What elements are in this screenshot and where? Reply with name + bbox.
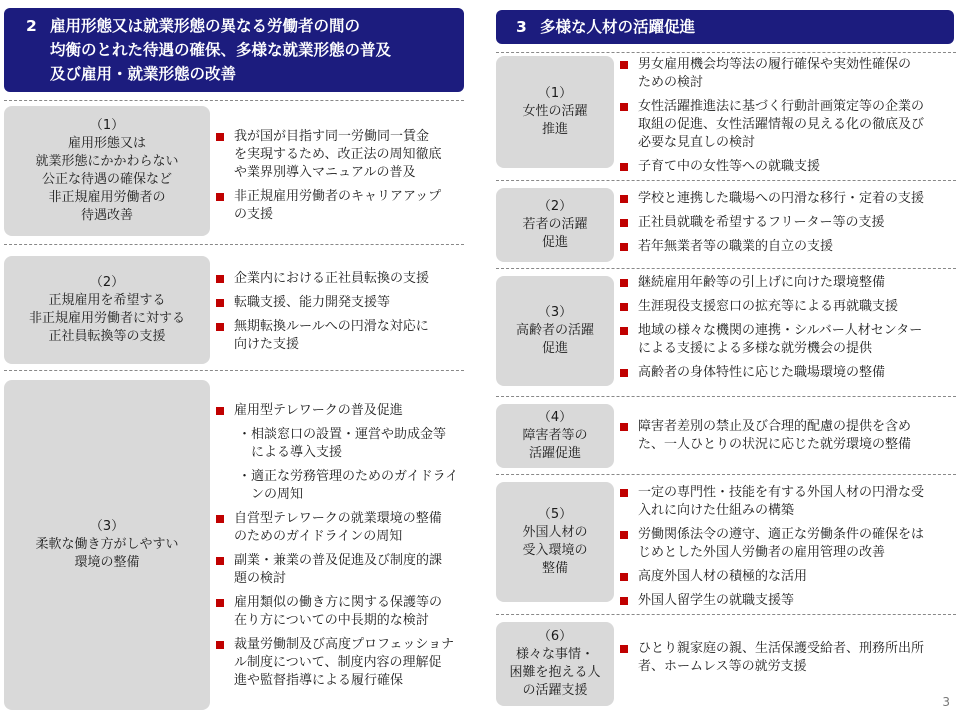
bullet-square-icon bbox=[216, 599, 224, 607]
item-list-r5 bbox=[618, 484, 960, 616]
item-list-r4 bbox=[618, 418, 960, 460]
divider bbox=[496, 52, 956, 53]
list-item: 継続雇用年齢等の引上げに向けた環境整備 bbox=[618, 274, 960, 292]
bullet-square-icon bbox=[620, 573, 628, 581]
list-item: 無期転換ルールへの円滑な対応に 向けた支援 bbox=[214, 318, 472, 354]
bullet-square-icon bbox=[216, 275, 224, 283]
label-box-r2: （2） 若者の活躍 促進 bbox=[496, 188, 614, 262]
list-item: 正社員就職を希望するフリーター等の支援 bbox=[618, 214, 960, 232]
item-list-l3 bbox=[214, 402, 472, 696]
bullet-square-icon bbox=[216, 641, 224, 649]
page-number: 3 bbox=[942, 695, 950, 709]
bullet-square-icon bbox=[620, 369, 628, 377]
list-item: 女性活躍推進法に基づく行動計画策定等の企業の 取組の促進、女性活躍情報の見える化の徹底及び 必要な見直しの検討 bbox=[618, 98, 960, 152]
list-item: ひとり親家庭の親、生活保護受給者、刑務所出所 者、ホームレス等の就労支援 bbox=[618, 640, 960, 676]
list-item: 企業内における正社員転換の支援 bbox=[214, 270, 472, 288]
sub-list-item: ・適正な労務管理のためのガイドライ ンの周知 bbox=[238, 469, 459, 502]
divider bbox=[4, 244, 464, 245]
item-list-r6 bbox=[618, 640, 960, 682]
bullet-square-icon bbox=[620, 103, 628, 111]
item-list-r2 bbox=[618, 190, 960, 262]
label-box-r6: （6） 様々な事情・ 困難を抱える人 の活躍支援 bbox=[496, 622, 614, 706]
divider bbox=[4, 100, 464, 101]
divider bbox=[4, 370, 464, 371]
list-item: 男女雇用機会均等法の履行確保や実効性確保の ための検討 bbox=[618, 56, 960, 92]
divider bbox=[496, 268, 956, 269]
divider bbox=[496, 180, 956, 181]
bullet-square-icon bbox=[216, 133, 224, 141]
item-list-r1 bbox=[618, 56, 960, 182]
left-section-header bbox=[4, 8, 464, 92]
list-item: 雇用類似の働き方に関する保護等の 在り方についての中長期的な検討 bbox=[214, 594, 472, 630]
bullet-square-icon bbox=[620, 61, 628, 69]
bullet-square-icon bbox=[216, 299, 224, 307]
bullet-square-icon bbox=[216, 407, 224, 415]
header-line: 及び雇用・就業形態の改善 bbox=[50, 65, 237, 83]
header-number: 2 bbox=[26, 17, 37, 35]
list-item: 若年無業者等の職業的自立の支援 bbox=[618, 238, 960, 256]
list-item: 生涯現役支援窓口の拡充等による再就職支援 bbox=[618, 298, 960, 316]
header-title: 多様な人材の活躍促進 bbox=[540, 18, 696, 36]
bullet-square-icon bbox=[620, 423, 628, 431]
bullet-square-icon bbox=[620, 243, 628, 251]
list-item: 労働関係法令の遵守、適正な労働条件の確保をは じめとした外国人労働者の雇用管理の改善 bbox=[618, 526, 960, 562]
header-number: 3 bbox=[516, 18, 527, 36]
label-box-l2: （2） 正規雇用を希望する 非正規雇用労働者に対する 正社員転換等の支援 bbox=[4, 256, 210, 364]
left-column bbox=[0, 0, 474, 717]
bullet-square-icon bbox=[620, 489, 628, 497]
list-item: 雇用型テレワークの普及促進 bbox=[214, 402, 472, 420]
item-list-l2 bbox=[214, 270, 472, 360]
list-item: 転職支援、能力開発支援等 bbox=[214, 294, 472, 312]
divider bbox=[496, 396, 956, 397]
list-item: 高齢者の身体特性に応じた職場環境の整備 bbox=[618, 364, 960, 382]
label-box-l1: （1） 雇用形態又は 就業形態にかかわらない 公正な待遇の確保など 非正規雇用労働者の 待遇改善 bbox=[4, 106, 210, 236]
bullet-square-icon bbox=[620, 163, 628, 171]
label-box-r5: （5） 外国人材の 受入環境の 整備 bbox=[496, 482, 614, 602]
header-line: 2 雇用形態又は就業形態の異なる労働者の間の bbox=[26, 14, 454, 38]
bullet-square-icon bbox=[620, 195, 628, 203]
bullet-square-icon bbox=[620, 279, 628, 287]
right-column bbox=[492, 0, 960, 717]
header-line: 均衡のとれた待遇の確保、多様な就業形態の普及 bbox=[50, 41, 392, 59]
bullet-square-icon bbox=[216, 557, 224, 565]
label-box-r3: （3） 高齢者の活躍 促進 bbox=[496, 276, 614, 386]
list-item: 我が国が目指す同一労働同一賃金 を実現するため、改正法の周知徹底 や業界別導入マニュアルの普及 bbox=[214, 128, 472, 182]
bullet-square-icon bbox=[620, 327, 628, 335]
bullet-square-icon bbox=[620, 597, 628, 605]
list-item: 学校と連携した職場への円滑な移行・定着の支援 bbox=[618, 190, 960, 208]
bullet-square-icon bbox=[620, 219, 628, 227]
list-item: 自営型テレワークの就業環境の整備 のためのガイドラインの周知 bbox=[214, 510, 472, 546]
bullet-square-icon bbox=[620, 645, 628, 653]
list-item: 副業・兼業の普及促進及び制度的課 題の検討 bbox=[214, 552, 472, 588]
list-item: 裁量労働制及び高度プロフェッショナ ル制度について、制度内容の理解促 進や監督指導による履行確保 bbox=[214, 636, 472, 690]
bullet-square-icon bbox=[620, 303, 628, 311]
item-list-r3 bbox=[618, 274, 960, 388]
bullet-square-icon bbox=[216, 515, 224, 523]
list-item: 非正規雇用労働者のキャリアアップ の支援 bbox=[214, 188, 472, 224]
item-list-l1 bbox=[214, 128, 472, 230]
list-item: 子育て中の女性等への就職支援 bbox=[618, 158, 960, 176]
label-box-r1: （1） 女性の活躍 推進 bbox=[496, 56, 614, 168]
divider bbox=[496, 614, 956, 615]
list-item: 地域の様々な機関の連携・シルバー人材センター による支援による多様な就労機会の提供 bbox=[618, 322, 960, 358]
right-section-header bbox=[496, 10, 954, 44]
list-item: 高度外国人材の積極的な活用 bbox=[618, 568, 960, 586]
bullet-square-icon bbox=[620, 531, 628, 539]
bullet-square-icon bbox=[216, 323, 224, 331]
label-box-r4: （4） 障害者等の 活躍促進 bbox=[496, 404, 614, 468]
list-item: 一定の専門性・技能を有する外国人材の円滑な受 入れに向けた仕組みの構築 bbox=[618, 484, 960, 520]
list-item: 外国人留学生の就職支援等 bbox=[618, 592, 960, 610]
bullet-square-icon bbox=[216, 193, 224, 201]
sub-list-item: ・相談窓口の設置・運営や助成金等 による導入支援 bbox=[238, 427, 447, 460]
list-item: 障害者差別の禁止及び合理的配慮の提供を含め た、一人ひとりの状況に応じた就労環境の整備 bbox=[618, 418, 960, 454]
label-box-l3: （3） 柔軟な働き方がしやすい 環境の整備 bbox=[4, 380, 210, 710]
divider bbox=[496, 474, 956, 475]
